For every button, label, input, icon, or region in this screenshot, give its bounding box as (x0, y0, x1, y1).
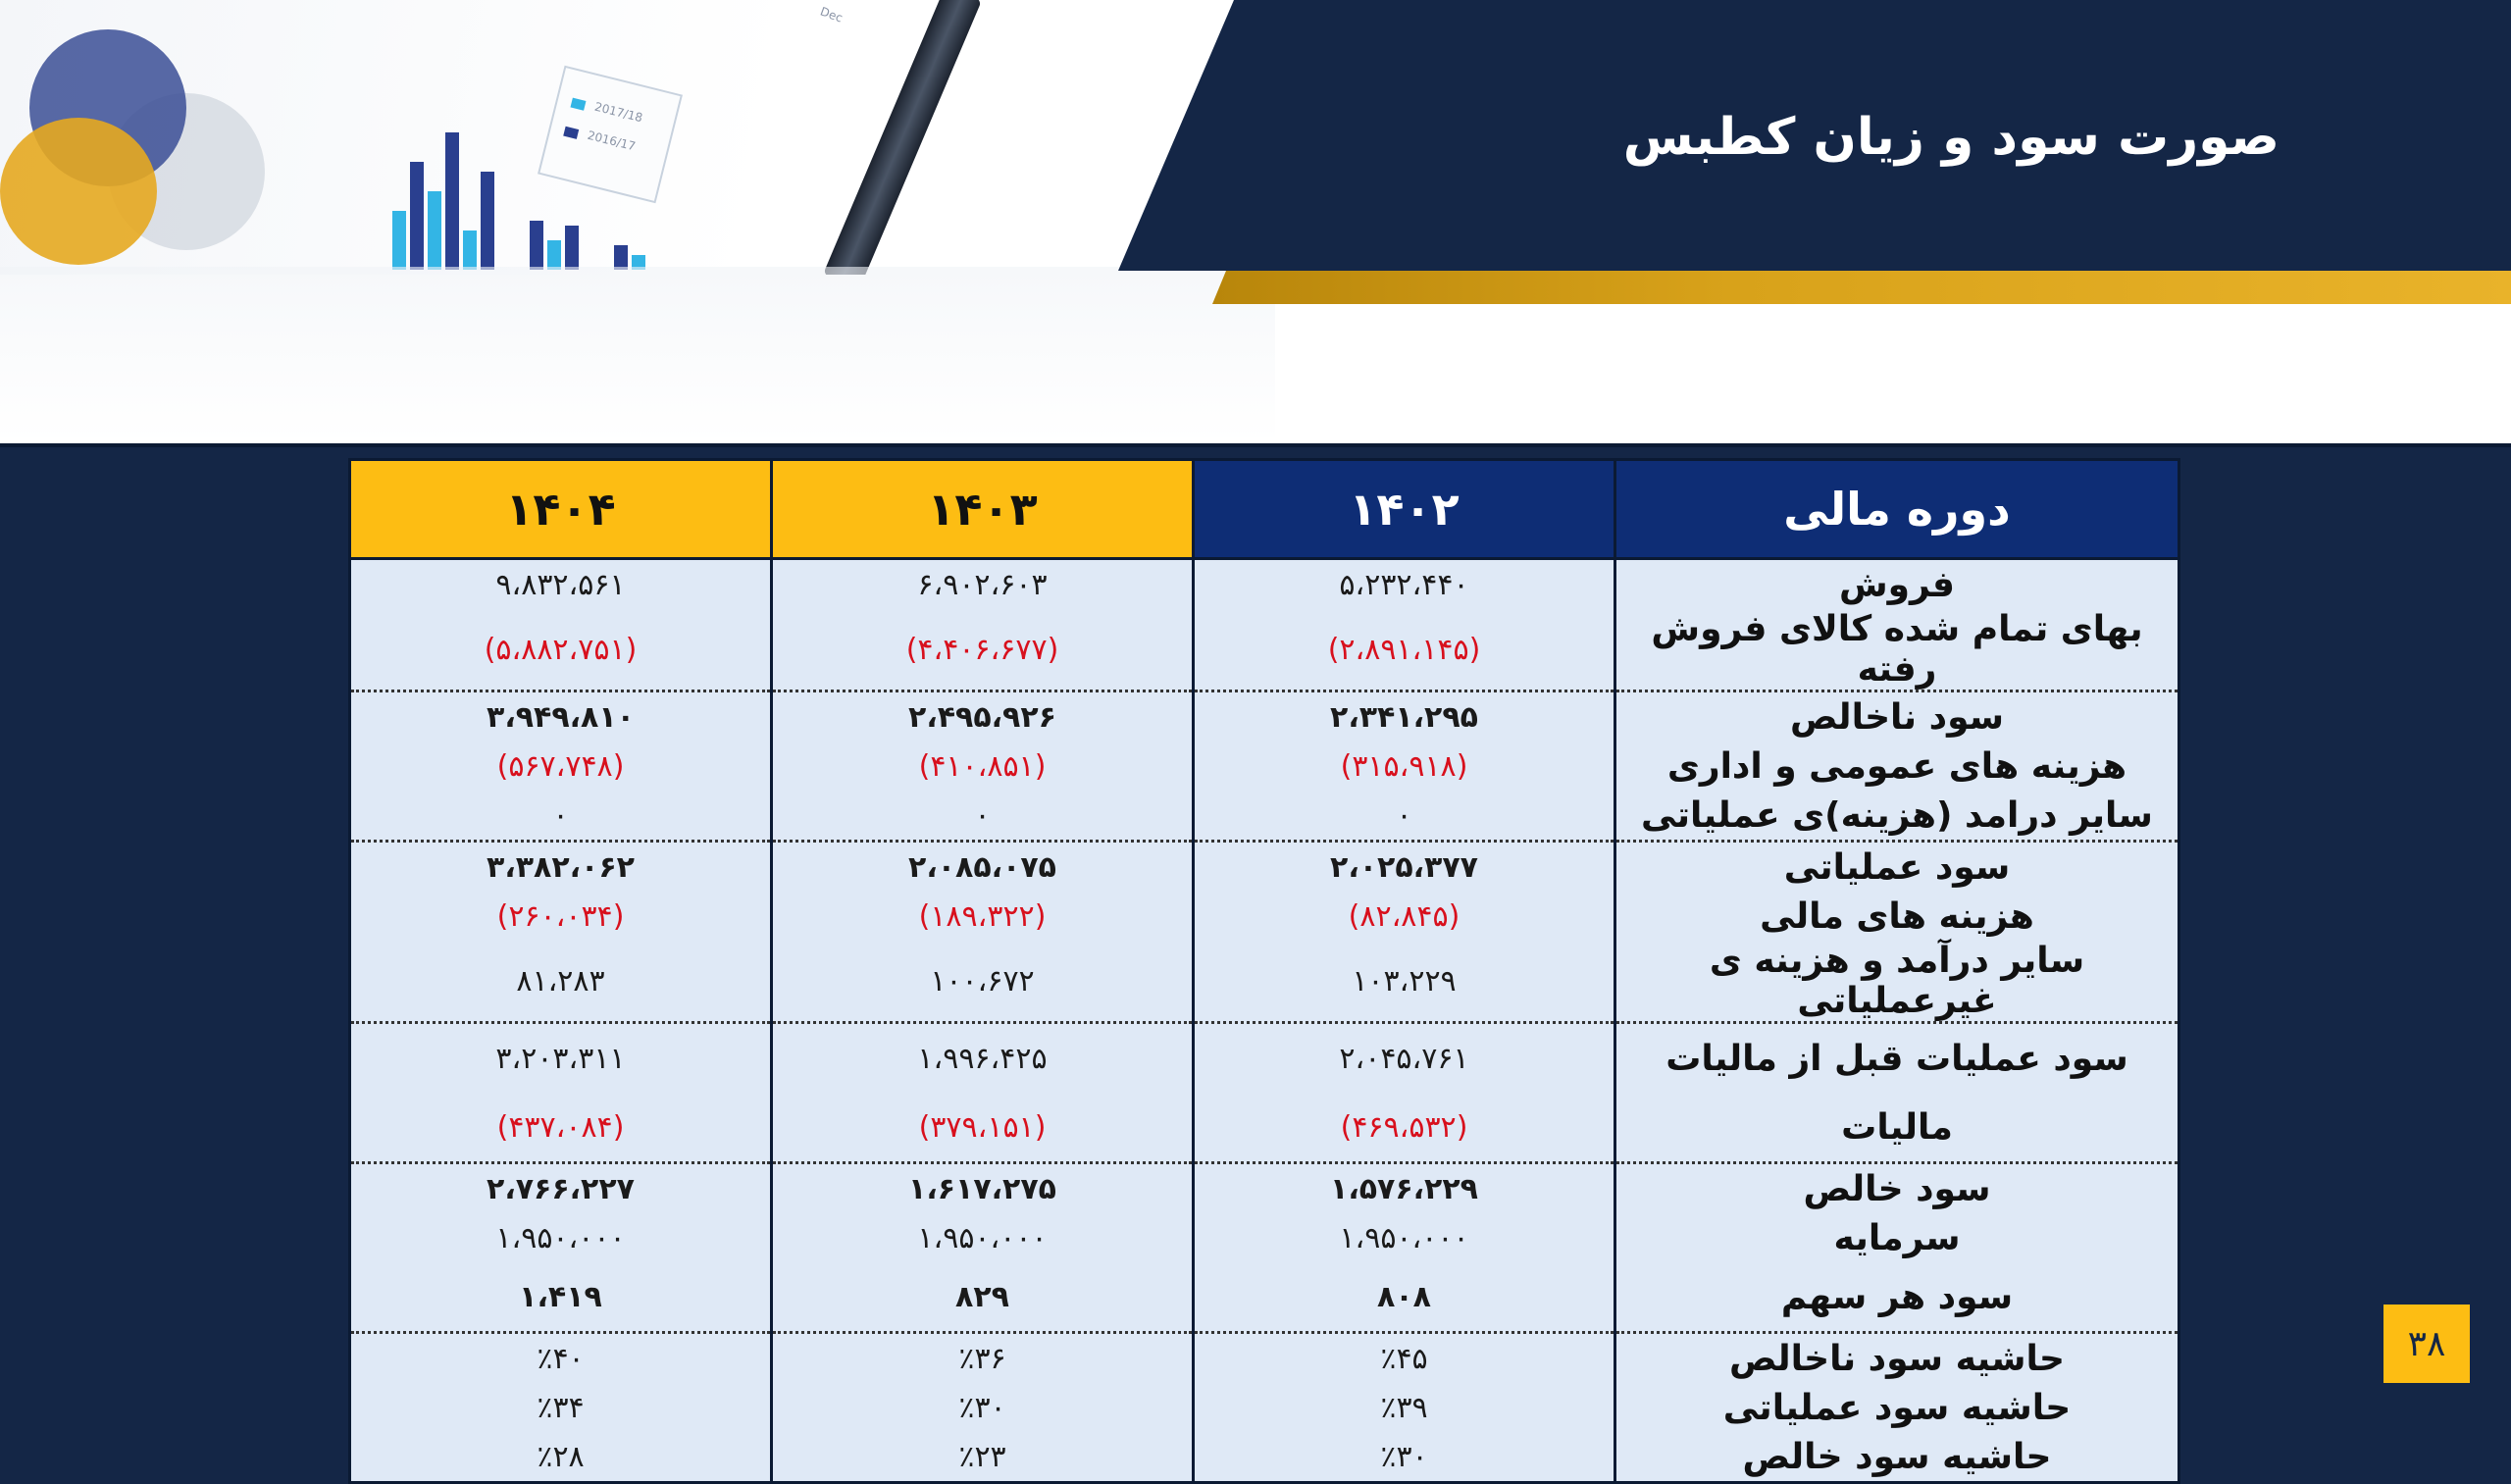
cell-1404: (۲۶۰،۰۳۴) (350, 892, 772, 941)
row-label: فروش (1615, 559, 2179, 610)
cell-1403: ۲،۴۹۵،۹۲۶ (772, 691, 1194, 742)
cell-1403: (۳۷۹،۱۵۱) (772, 1093, 1194, 1163)
row-label: سود هر سهم (1615, 1262, 2179, 1333)
legend-swatch (563, 127, 579, 139)
slide-title: صورت سود و زیان کطبس (1622, 108, 2280, 167)
table-row (350, 842, 2179, 893)
row-label: سایر درآمد و هزینه ی غیرعملیاتی (1615, 941, 2179, 1023)
gold-stripe (1212, 271, 2511, 304)
decor-pen (823, 0, 982, 275)
cell-1404: ٪۴۰ (350, 1333, 772, 1384)
cell-1402: ۲،۳۴۱،۲۹۵ (1194, 691, 1615, 742)
decor-corner-text: Dec (818, 4, 845, 26)
cell-1403: ۰ (772, 791, 1194, 842)
table-row (350, 1432, 2179, 1483)
row-label: سود عملیات قبل از مالیات (1615, 1023, 2179, 1094)
cell-1404: (۴۳۷،۰۸۴) (350, 1093, 772, 1163)
row-label: سود عملیاتی (1615, 842, 2179, 893)
table-row (350, 742, 2179, 791)
table-row (350, 1262, 2179, 1333)
cell-1402: ۱،۹۵۰،۰۰۰ (1194, 1213, 1615, 1262)
cell-1402: ۵،۲۳۲،۴۴۰ (1194, 559, 1615, 610)
cell-1402: ۸۰۸ (1194, 1262, 1615, 1333)
cell-1402: ۱۰۳،۲۲۹ (1194, 941, 1615, 1023)
decor-bar (565, 226, 579, 270)
header-year-1404: ۱۴۰۴ (350, 460, 772, 559)
cell-1404: ۲،۷۶۶،۲۲۷ (350, 1163, 772, 1214)
cell-1403: ٪۳۰ (772, 1383, 1194, 1432)
table-row (350, 1383, 2179, 1432)
cell-1402: ٪۴۵ (1194, 1333, 1615, 1384)
row-label: هزینه های عمومی و اداری (1615, 742, 2179, 791)
cell-1404: ۳،۹۴۹،۸۱۰ (350, 691, 772, 742)
header-year-1402: ۱۴۰۲ (1194, 460, 1615, 559)
cell-1402: ۱،۵۷۶،۲۲۹ (1194, 1163, 1615, 1214)
header-fiscal-period: دوره مالی (1615, 460, 2179, 559)
table-row (350, 1093, 2179, 1163)
cell-1403: ۱،۹۵۰،۰۰۰ (772, 1213, 1194, 1262)
table-header-row (350, 460, 2179, 559)
table-row (350, 791, 2179, 842)
row-label: سود خالص (1615, 1163, 2179, 1214)
cell-1404: ۳،۲۰۳،۳۱۱ (350, 1023, 772, 1094)
cell-1404: (۵۶۷،۷۴۸) (350, 742, 772, 791)
row-label: حاشیه سود عملیاتی (1615, 1383, 2179, 1432)
cell-1404: ۹،۸۳۲،۵۶۱ (350, 559, 772, 610)
header-year-1403: ۱۴۰۳ (772, 460, 1194, 559)
row-label: حاشیه سود ناخالص (1615, 1333, 2179, 1384)
cell-1403: ۲،۰۸۵،۰۷۵ (772, 842, 1194, 893)
cell-1403: ۶،۹۰۲،۶۰۳ (772, 559, 1194, 610)
cell-1404: ٪۳۴ (350, 1383, 772, 1432)
row-label: هزینه های مالی (1615, 892, 2179, 941)
cell-1403: ۱،۹۹۶،۴۲۵ (772, 1023, 1194, 1094)
decor-bar (530, 221, 543, 270)
legend-label: 2017/18 (592, 99, 644, 126)
row-label: سرمایه (1615, 1213, 2179, 1262)
row-label: بهای تمام شده کالای فروش رفته (1615, 609, 2179, 691)
income-statement-table (348, 458, 2180, 1484)
cell-1402: (۳۱۵،۹۱۸) (1194, 742, 1615, 791)
table-row (350, 1333, 2179, 1384)
cell-1404: ٪۲۸ (350, 1432, 772, 1483)
row-label: سود ناخالص (1615, 691, 2179, 742)
decor-bar (392, 211, 406, 270)
decor-fade (0, 267, 1275, 443)
table-row (350, 892, 2179, 941)
cell-1402: ۲،۰۲۵،۳۷۷ (1194, 842, 1615, 893)
legend-swatch (570, 98, 586, 111)
row-label: مالیات (1615, 1093, 2179, 1163)
cell-1403: ۱،۶۱۷،۲۷۵ (772, 1163, 1194, 1214)
cell-1402: (۸۲،۸۴۵) (1194, 892, 1615, 941)
decor-bar (410, 162, 424, 270)
decor-bar (428, 191, 441, 270)
cell-1402: (۲،۸۹۱،۱۴۵) (1194, 609, 1615, 691)
cell-1404: ۱،۹۵۰،۰۰۰ (350, 1213, 772, 1262)
decor-bar (445, 132, 459, 270)
table-row (350, 1213, 2179, 1262)
decorative-photo (0, 0, 1275, 275)
decor-bar (463, 230, 477, 270)
cell-1402: ٪۳۹ (1194, 1383, 1615, 1432)
cell-1403: (۴۱۰،۸۵۱) (772, 742, 1194, 791)
cell-1404: ۸۱،۲۸۳ (350, 941, 772, 1023)
cell-1402: ۲،۰۴۵،۷۶۱ (1194, 1023, 1615, 1094)
cell-1402: ٪۳۰ (1194, 1432, 1615, 1483)
cell-1404: (۵،۸۸۲،۷۵۱) (350, 609, 772, 691)
cell-1403: ۸۲۹ (772, 1262, 1194, 1333)
divider-line (0, 443, 2511, 447)
decor-bar (481, 172, 494, 270)
cell-1403: (۱۸۹،۳۲۲) (772, 892, 1194, 941)
row-label: سایر درامد (هزینه)ی عملیاتی (1615, 791, 2179, 842)
row-label: حاشیه سود خالص (1615, 1432, 2179, 1483)
cell-1402: (۴۶۹،۵۳۲) (1194, 1093, 1615, 1163)
table-row (350, 1163, 2179, 1214)
cell-1403: ٪۲۳ (772, 1432, 1194, 1483)
cell-1404: ۰ (350, 791, 772, 842)
table-row (350, 559, 2179, 610)
cell-1403: ۱۰۰،۶۷۲ (772, 941, 1194, 1023)
cell-1402: ۰ (1194, 791, 1615, 842)
table-row (350, 1023, 2179, 1094)
decor-bar (547, 240, 561, 270)
table-row (350, 609, 2179, 691)
page-number: ۳۸ (2383, 1305, 2470, 1383)
cell-1404: ۱،۴۱۹ (350, 1262, 772, 1333)
table-row (350, 941, 2179, 1023)
cell-1404: ۳،۳۸۲،۰۶۲ (350, 842, 772, 893)
decor-circle-gold (0, 118, 157, 265)
table-row (350, 691, 2179, 742)
legend-label: 2016/17 (586, 128, 638, 154)
cell-1403: (۴،۴۰۶،۶۷۷) (772, 609, 1194, 691)
cell-1403: ٪۳۶ (772, 1333, 1194, 1384)
